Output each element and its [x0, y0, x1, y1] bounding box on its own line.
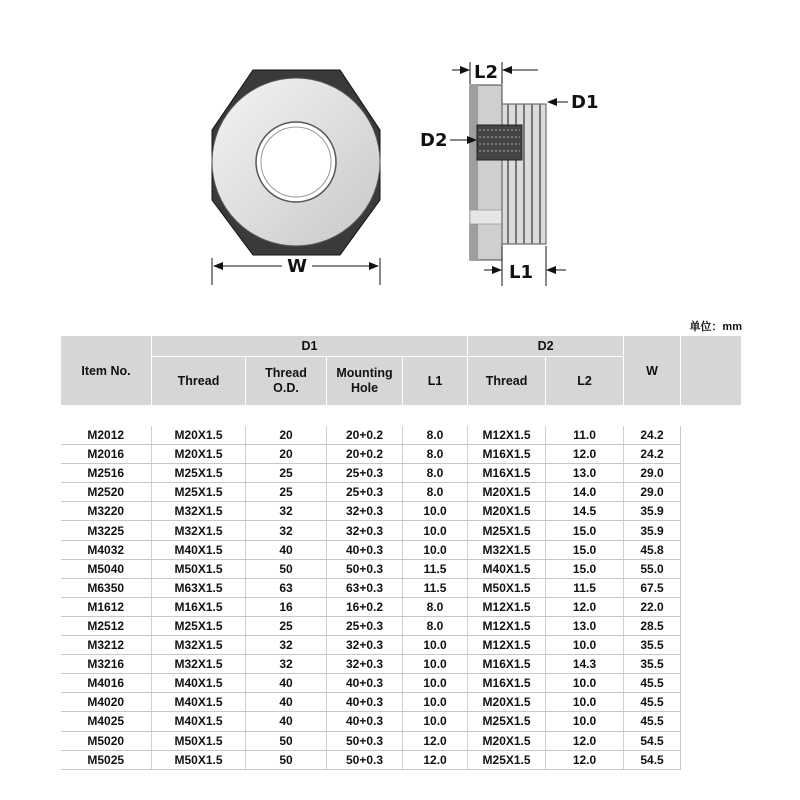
table-cell: 10.0 — [403, 693, 468, 712]
table-cell-blank — [681, 426, 742, 445]
table-cell: M40X1.5 — [152, 712, 246, 731]
table-cell: 25 — [246, 464, 327, 483]
table-cell: M20X1.5 — [468, 502, 546, 521]
table-row — [61, 445, 742, 464]
table-cell: M12X1.5 — [468, 597, 546, 616]
table-cell: M3216 — [61, 655, 152, 674]
table-cell-blank — [681, 559, 742, 578]
table-cell: 20+0.2 — [327, 445, 403, 464]
table-cell: 16 — [246, 597, 327, 616]
table-cell: 40+0.3 — [327, 674, 403, 693]
table-cell: 45.5 — [624, 693, 681, 712]
table-cell: M4016 — [61, 674, 152, 693]
table-cell: 16+0.2 — [327, 597, 403, 616]
table-cell: M63X1.5 — [152, 578, 246, 597]
table-cell: 63+0.3 — [327, 578, 403, 597]
table-cell: 12.0 — [546, 731, 624, 750]
table-cell: M32X1.5 — [468, 540, 546, 559]
table-cell: 32+0.3 — [327, 655, 403, 674]
dimension-label-d2: D2 — [420, 130, 448, 151]
table-cell: 28.5 — [624, 616, 681, 635]
table-cell: 8.0 — [403, 483, 468, 502]
table-cell-blank — [681, 540, 742, 559]
table-cell: M50X1.5 — [152, 731, 246, 750]
table-row — [61, 559, 742, 578]
table-cell: M20X1.5 — [468, 693, 546, 712]
table-cell: 50 — [246, 750, 327, 769]
table-cell: 11.5 — [403, 559, 468, 578]
table-cell: 13.0 — [546, 616, 624, 635]
table-cell: M5040 — [61, 559, 152, 578]
table-cell: 29.0 — [624, 464, 681, 483]
table-cell: 20+0.2 — [327, 426, 403, 445]
table-cell: M5020 — [61, 731, 152, 750]
table-cell: 35.9 — [624, 521, 681, 540]
table-cell: 15.0 — [546, 540, 624, 559]
table-cell: M32X1.5 — [152, 521, 246, 540]
table-cell: 10.0 — [546, 693, 624, 712]
table-cell: 40 — [246, 693, 327, 712]
table-cell: 8.0 — [403, 426, 468, 445]
table-cell: 50+0.3 — [327, 750, 403, 769]
table-cell: M25X1.5 — [468, 750, 546, 769]
technical-drawing — [0, 0, 800, 300]
table-cell: 40+0.3 — [327, 540, 403, 559]
table-cell: M3220 — [61, 502, 152, 521]
table-row — [61, 426, 742, 445]
table-cell: 35.9 — [624, 502, 681, 521]
table-cell: M25X1.5 — [468, 521, 546, 540]
table-cell: 8.0 — [403, 445, 468, 464]
table-cell-blank — [681, 578, 742, 597]
table-cell: M50X1.5 — [468, 578, 546, 597]
table-cell: 24.2 — [624, 426, 681, 445]
table-cell: M25X1.5 — [152, 464, 246, 483]
table-cell: M2520 — [61, 483, 152, 502]
table-row — [61, 464, 742, 483]
table-cell: 40+0.3 — [327, 712, 403, 731]
table-cell-blank — [681, 483, 742, 502]
table-cell-blank — [681, 597, 742, 616]
table-cell-blank — [681, 636, 742, 655]
dimension-label-w: W — [287, 256, 307, 277]
table-cell: M4032 — [61, 540, 152, 559]
table-cell: M40X1.5 — [152, 540, 246, 559]
table-cell: M16X1.5 — [468, 464, 546, 483]
table-cell: 32+0.3 — [327, 521, 403, 540]
table-row — [61, 616, 742, 635]
table-cell-blank — [681, 616, 742, 635]
table-row — [61, 693, 742, 712]
table-cell: 45.5 — [624, 674, 681, 693]
table-cell: 25+0.3 — [327, 616, 403, 635]
table-cell: M50X1.5 — [152, 750, 246, 769]
table-cell: M16X1.5 — [468, 655, 546, 674]
table-cell: 45.8 — [624, 540, 681, 559]
table-cell: 12.0 — [403, 750, 468, 769]
table-cell: 40 — [246, 540, 327, 559]
header-thread-od: Thread O.D. — [246, 357, 327, 406]
table-cell: 22.0 — [624, 597, 681, 616]
group-label: 黑色（可选灰色） — [61, 406, 742, 427]
table-cell-blank — [681, 712, 742, 731]
table-cell: 32 — [246, 521, 327, 540]
table-cell: 67.5 — [624, 578, 681, 597]
header-l1: L1 — [403, 357, 468, 406]
table-cell: 11.5 — [546, 578, 624, 597]
table-row — [61, 655, 742, 674]
table-cell: M2012 — [61, 426, 152, 445]
header-d2: D2 — [468, 336, 624, 357]
table-cell: 10.0 — [546, 674, 624, 693]
table-cell: 24.2 — [624, 445, 681, 464]
table-cell: 13.0 — [546, 464, 624, 483]
table-cell: 10.0 — [403, 521, 468, 540]
table-cell: 10.0 — [403, 502, 468, 521]
table-cell-blank — [681, 502, 742, 521]
table-cell: M3212 — [61, 636, 152, 655]
table-cell: 32+0.3 — [327, 636, 403, 655]
front-view-hex-nut — [212, 70, 380, 285]
table-row — [61, 540, 742, 559]
table-cell: 8.0 — [403, 464, 468, 483]
header-l2: L2 — [546, 357, 624, 406]
table-cell: 15.0 — [546, 521, 624, 540]
table-cell: 54.5 — [624, 731, 681, 750]
table-cell: 35.5 — [624, 636, 681, 655]
table-cell: M20X1.5 — [468, 731, 546, 750]
table-cell: M16X1.5 — [468, 674, 546, 693]
header-mounting-hole: Mounting Hole — [327, 357, 403, 406]
table-cell: 50 — [246, 731, 327, 750]
table-cell-blank — [681, 464, 742, 483]
table-cell: M25X1.5 — [152, 483, 246, 502]
table-cell: 10.0 — [403, 712, 468, 731]
unit-label: 单位：mm — [689, 321, 742, 333]
table-cell: M32X1.5 — [152, 655, 246, 674]
table-cell-blank — [681, 731, 742, 750]
table-cell: 32 — [246, 502, 327, 521]
table-cell: 54.5 — [624, 750, 681, 769]
table-row — [61, 521, 742, 540]
table-cell-blank — [681, 750, 742, 769]
table-cell: M4025 — [61, 712, 152, 731]
table-cell: M2512 — [61, 616, 152, 635]
table-cell: M25X1.5 — [152, 616, 246, 635]
table-cell: 10.0 — [403, 636, 468, 655]
table-cell: M6350 — [61, 578, 152, 597]
table-cell: 50+0.3 — [327, 731, 403, 750]
table-cell: M20X1.5 — [152, 426, 246, 445]
header-blank — [681, 336, 742, 406]
table-cell: M25X1.5 — [468, 712, 546, 731]
table-row — [61, 636, 742, 655]
table-row — [61, 483, 742, 502]
table-cell: M3225 — [61, 521, 152, 540]
table-cell: M40X1.5 — [468, 559, 546, 578]
table-cell: 35.5 — [624, 655, 681, 674]
dimension-label-l2: L2 — [474, 62, 498, 83]
table-cell: 40 — [246, 674, 327, 693]
table-row — [61, 578, 742, 597]
table-cell: 63 — [246, 578, 327, 597]
table-cell-blank — [681, 445, 742, 464]
table-cell: M4020 — [61, 693, 152, 712]
table-cell: 25+0.3 — [327, 483, 403, 502]
table-cell: 10.0 — [403, 540, 468, 559]
header-thread: Thread — [152, 357, 246, 406]
table-cell: M40X1.5 — [152, 674, 246, 693]
table-cell-blank — [681, 693, 742, 712]
table-cell-blank — [681, 655, 742, 674]
table-cell-blank — [681, 521, 742, 540]
table-row — [61, 731, 742, 750]
table-cell: 25+0.3 — [327, 464, 403, 483]
table-cell: 20 — [246, 445, 327, 464]
table-cell: 14.0 — [546, 483, 624, 502]
table-cell: M2016 — [61, 445, 152, 464]
header-d1: D1 — [152, 336, 468, 357]
side-view-reducer — [420, 62, 598, 286]
table-cell: 14.3 — [546, 655, 624, 674]
table-cell: M32X1.5 — [152, 502, 246, 521]
table-cell: 40 — [246, 712, 327, 731]
table-cell: 10.0 — [403, 674, 468, 693]
table-cell: 10.0 — [546, 712, 624, 731]
table-cell: M12X1.5 — [468, 636, 546, 655]
table-row — [61, 597, 742, 616]
header-thread-d2: Thread — [468, 357, 546, 406]
table-cell: M1612 — [61, 597, 152, 616]
table-row — [61, 674, 742, 693]
table-cell: 50+0.3 — [327, 559, 403, 578]
table-cell: 32 — [246, 655, 327, 674]
table-cell: 45.5 — [624, 712, 681, 731]
table-cell: 8.0 — [403, 597, 468, 616]
spec-table — [60, 335, 742, 770]
table-row — [61, 750, 742, 769]
table-cell: 12.0 — [546, 445, 624, 464]
table-cell: 20 — [246, 426, 327, 445]
table-cell: 29.0 — [624, 483, 681, 502]
table-cell: M20X1.5 — [152, 445, 246, 464]
table-cell: 25 — [246, 616, 327, 635]
table-cell: 14.5 — [546, 502, 624, 521]
table-cell: 10.0 — [546, 636, 624, 655]
table-cell: 11.5 — [403, 578, 468, 597]
table-cell: 11.0 — [546, 426, 624, 445]
dimension-label-d1: D1 — [571, 92, 599, 113]
table-row — [61, 502, 742, 521]
table-cell: 8.0 — [403, 616, 468, 635]
table-cell: M40X1.5 — [152, 693, 246, 712]
table-cell: 12.0 — [546, 597, 624, 616]
table-cell: 10.0 — [403, 655, 468, 674]
table-cell: 15.0 — [546, 559, 624, 578]
table-cell: 25 — [246, 483, 327, 502]
header-w: W — [624, 336, 681, 406]
table-cell-blank — [681, 674, 742, 693]
dimension-label-l1: L1 — [509, 262, 533, 283]
table-cell: 50 — [246, 559, 327, 578]
table-cell: 55.0 — [624, 559, 681, 578]
table-cell: 32+0.3 — [327, 502, 403, 521]
table-cell: M12X1.5 — [468, 426, 546, 445]
table-cell: M16X1.5 — [152, 597, 246, 616]
table-cell: 12.0 — [403, 731, 468, 750]
table-cell: M12X1.5 — [468, 616, 546, 635]
table-cell: M20X1.5 — [468, 483, 546, 502]
table-cell: M50X1.5 — [152, 559, 246, 578]
table-cell: M5025 — [61, 750, 152, 769]
table-cell: 32 — [246, 636, 327, 655]
table-cell: 12.0 — [546, 750, 624, 769]
header-item-no: Item No. — [61, 336, 152, 406]
table-cell: 40+0.3 — [327, 693, 403, 712]
table-cell: M16X1.5 — [468, 445, 546, 464]
table-row — [61, 712, 742, 731]
table-cell: M32X1.5 — [152, 636, 246, 655]
table-cell: M2516 — [61, 464, 152, 483]
